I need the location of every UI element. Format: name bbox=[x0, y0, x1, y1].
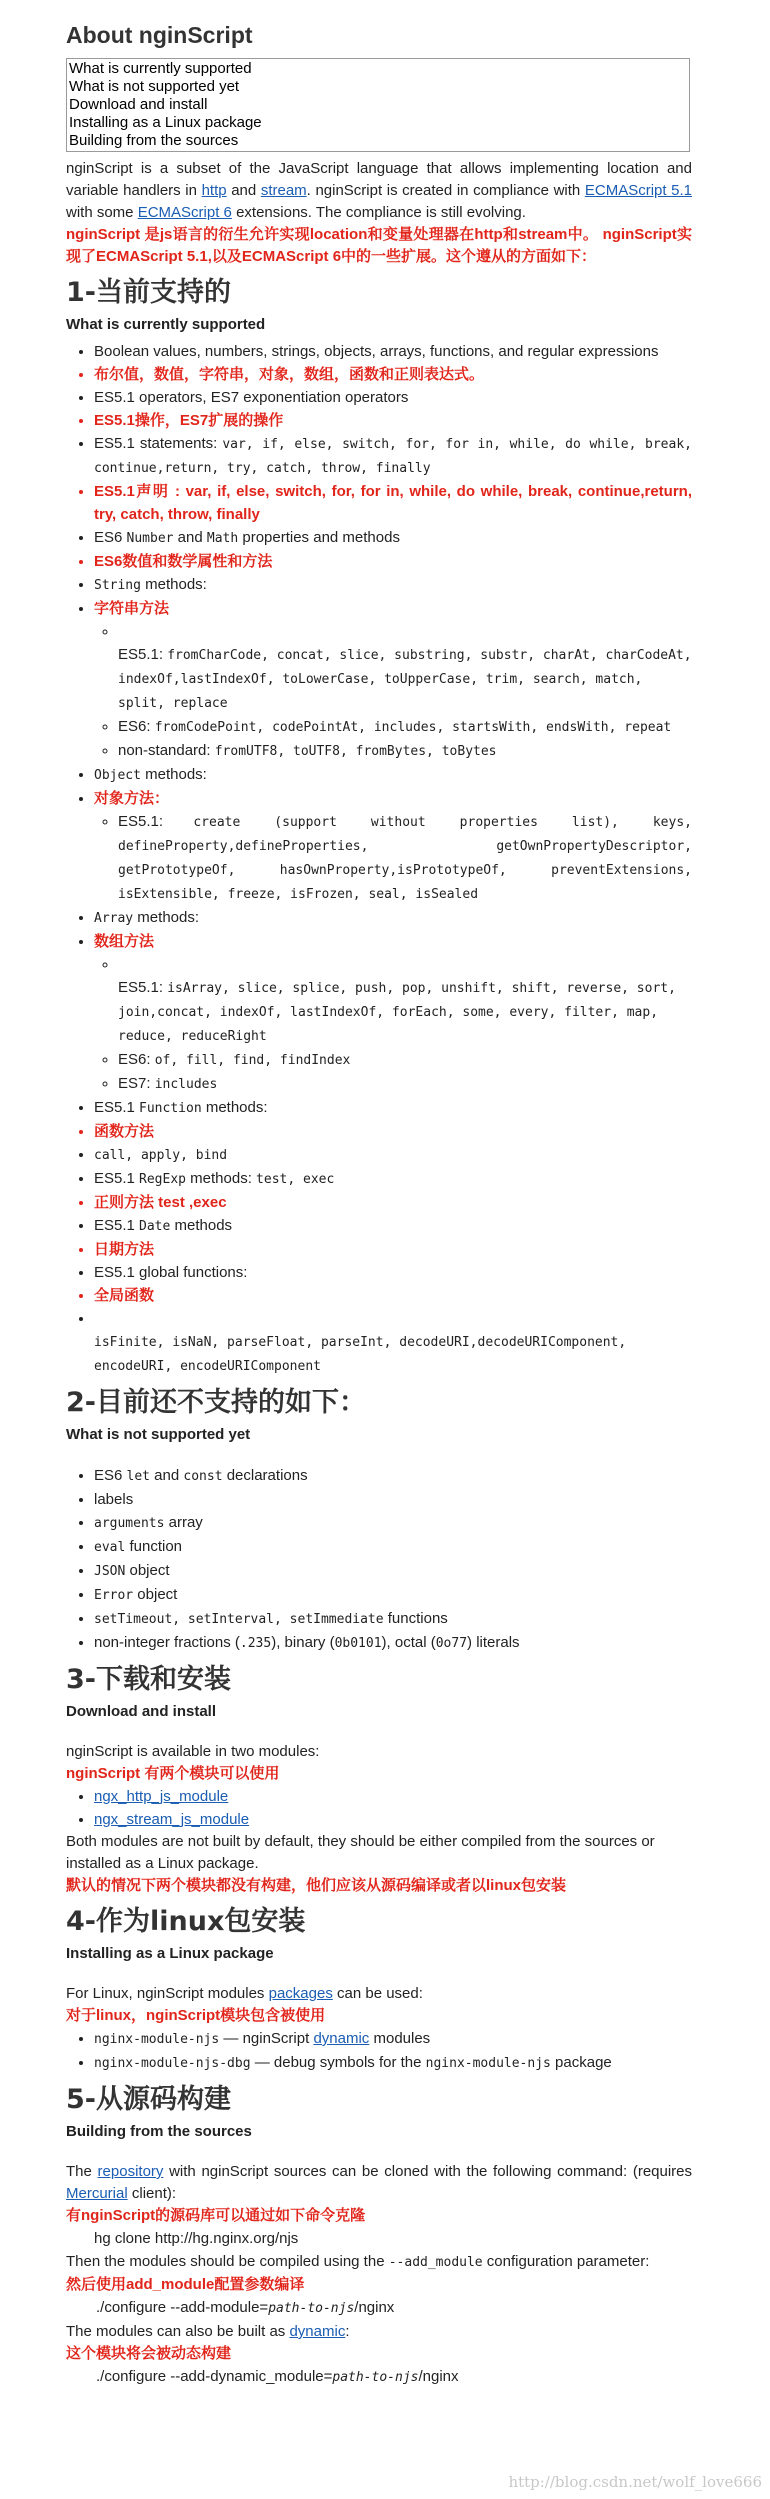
item-text: client): bbox=[127, 2185, 177, 2202]
list-item-translation bbox=[94, 597, 692, 763]
code-text: Object bbox=[94, 768, 141, 783]
list-item bbox=[118, 1048, 692, 1072]
supported-list bbox=[66, 340, 692, 1378]
code-text: nginx-module-njs bbox=[94, 2032, 220, 2047]
item-text: object bbox=[125, 1562, 170, 1579]
packages-link[interactable]: packages bbox=[268, 1985, 333, 2002]
translation-text: 数组方法 bbox=[94, 933, 155, 950]
build-default-paragraph: Both modules are not built by default, they should be either compiled from the sources or installed as a Linux package. bbox=[66, 1833, 655, 1872]
item-text: array bbox=[164, 1514, 203, 1531]
code-text: --add_module bbox=[388, 2255, 483, 2270]
intro-text: nginScript is a subset of the JavaScript language that allows implementing location and variable handlers in bbox=[66, 160, 692, 199]
article bbox=[66, 0, 692, 2390]
item-text: can be used: bbox=[332, 1985, 423, 2002]
code-text: of, fill, find, findIndex bbox=[154, 1053, 351, 1068]
item-text: ES6 bbox=[94, 529, 127, 546]
configure-command bbox=[66, 2296, 692, 2321]
item-text: ), binary ( bbox=[271, 1634, 335, 1651]
code-text: .235 bbox=[239, 1636, 272, 1651]
item-text: — debug symbols for the bbox=[250, 2054, 426, 2071]
item-text: ) literals bbox=[467, 1634, 520, 1651]
section-heading-building: 5-从源码构建 bbox=[66, 2084, 231, 2115]
http-link[interactable]: http bbox=[201, 182, 227, 199]
table-of-contents bbox=[66, 58, 690, 152]
item-text: — nginScript bbox=[219, 2030, 314, 2047]
section-heading-linux-package: 4-作为linux包安装 bbox=[66, 1906, 306, 1937]
item-text: Then the modules should be compiled using the bbox=[66, 2253, 389, 2270]
item-text: ES6: bbox=[118, 1051, 155, 1068]
item-text: with nginScript sources can be cloned with the following command: (requires bbox=[163, 2163, 693, 2180]
list-item-translation: • ES5.1操作，ES7扩展的操作 bbox=[94, 409, 692, 432]
list-item bbox=[94, 1808, 692, 1831]
ecmascript-6-link[interactable]: ECMAScript 6 bbox=[137, 204, 232, 221]
compile-paragraph bbox=[66, 2251, 692, 2274]
item-text: ES6: bbox=[118, 718, 155, 735]
item-text: The modules can also be built as bbox=[66, 2323, 290, 2340]
intro-text: and bbox=[226, 182, 261, 199]
list-item: • ES5.1 operators, ES7 exponentiation operators bbox=[94, 386, 692, 409]
item-text: For Linux, nginScript modules bbox=[66, 1985, 269, 2002]
item-text: ES5.1 bbox=[94, 1217, 140, 1234]
item-text: non-integer fractions ( bbox=[94, 1634, 240, 1651]
item-text: ES5.1 bbox=[94, 1099, 140, 1116]
list-item bbox=[94, 1096, 692, 1120]
list-item bbox=[94, 432, 692, 480]
item-text: ./configure --add-dynamic_module= bbox=[96, 2368, 333, 2385]
list-item bbox=[94, 1583, 692, 1607]
code-text: isFinite, isNaN, parseFloat, parseInt, decodeURI,decodeURIComponent, encodeURI, encodeURIComponent bbox=[94, 1335, 627, 1374]
clone-command: hg clone http://hg.nginx.org/njs bbox=[94, 2230, 299, 2247]
list-item bbox=[94, 1607, 692, 1631]
item-text: ES5.1: bbox=[118, 813, 194, 830]
dynamic-link[interactable]: dynamic bbox=[313, 2030, 370, 2047]
list-item-translation: • 正则方法 test ,exec bbox=[94, 1191, 692, 1214]
list-item-translation: • ES5.1声明 : var, if, else, switch, for, for in, while, do while, break, continue,return, try, catch, throw, finally bbox=[94, 480, 692, 526]
section-heading-supported: 1-当前支持的 bbox=[66, 277, 231, 308]
list-item bbox=[94, 763, 692, 787]
code-text: JSON bbox=[94, 1564, 126, 1579]
dynamic-translation: 这个模块将会被动态构建 bbox=[66, 2345, 232, 2362]
list-item bbox=[94, 1143, 692, 1167]
spacer bbox=[66, 1727, 692, 1741]
section-subheading-linux-package: Installing as a Linux package bbox=[66, 1945, 274, 1962]
page-title: About nginScript bbox=[66, 22, 253, 48]
string-methods-list bbox=[94, 620, 692, 763]
compile-translation: 然后使用add_module配置参数编译 bbox=[66, 2276, 305, 2293]
item-text: ), octal ( bbox=[381, 1634, 436, 1651]
code-text: isArray, slice, splice, push, pop, unshift, shift, reverse, sort, join,concat, indexOf, lastIndexOf, forEach, some, every, filter, map, reduce, reduceRight bbox=[118, 981, 676, 1044]
code-text: let bbox=[126, 1469, 151, 1484]
code-text: path-to-njs bbox=[332, 2370, 419, 2385]
mercurial-link[interactable]: Mercurial bbox=[66, 2185, 128, 2202]
code-text: path-to-njs bbox=[268, 2301, 355, 2316]
code-text: eval bbox=[94, 1540, 126, 1555]
item-text: ES5.1: bbox=[118, 646, 168, 663]
spacer bbox=[66, 1969, 692, 1983]
item-text: methods: bbox=[201, 1099, 268, 1116]
list-item-translation: • ES6数值和数学属性和方法 bbox=[94, 550, 692, 573]
list-item bbox=[118, 715, 692, 739]
repository-link[interactable]: repository bbox=[97, 2163, 164, 2180]
intro-text: . nginScript is created in compliance with bbox=[306, 182, 585, 199]
array-methods-list bbox=[94, 953, 692, 1096]
item-text: modules bbox=[369, 2030, 431, 2047]
item-text: function bbox=[125, 1538, 183, 1555]
code-text: fromCharCode, concat, slice, substring, substr, charAt, charCodeAt, indexOf,lastIndexOf, toLowerCase, toUpperCase, trim, search, match, split, replace bbox=[118, 648, 692, 711]
item-text: /nginx bbox=[418, 2368, 459, 2385]
code-text: 0b0101 bbox=[334, 1636, 382, 1651]
repository-translation: 有nginScript的源码库可以通过如下命令克隆 bbox=[66, 2207, 366, 2224]
item-text: properties and methods bbox=[238, 529, 400, 546]
list-item-translation bbox=[94, 930, 692, 1096]
list-item-translation: • 日期方法 bbox=[94, 1238, 692, 1261]
code-text: Date bbox=[139, 1219, 171, 1234]
section-subheading-building: Building from the sources bbox=[66, 2123, 252, 2140]
list-item bbox=[94, 906, 692, 930]
list-item bbox=[118, 739, 692, 763]
translation-text: 对象方法： bbox=[94, 790, 170, 807]
item-text: methods bbox=[170, 1217, 233, 1234]
http-js-module-link[interactable]: ngx_http_js_module bbox=[94, 1788, 229, 1805]
list-item bbox=[94, 1535, 692, 1559]
item-text: ES7: bbox=[118, 1075, 155, 1092]
toc-item-building[interactable]: Building from the sources bbox=[69, 132, 239, 149]
code-text: nginx-module-njs bbox=[425, 2056, 551, 2071]
modules-translation: nginScript 有两个模块可以使用 bbox=[66, 1765, 280, 1782]
list-item bbox=[94, 1559, 692, 1583]
list-item bbox=[94, 1167, 692, 1191]
list-item bbox=[94, 1464, 692, 1488]
list-item-translation: • 布尔值，数值，字符串，对象，数组，函数和正则表达式。 bbox=[94, 363, 692, 386]
list-item bbox=[94, 1511, 692, 1535]
list-item bbox=[118, 810, 692, 906]
item-text: and bbox=[173, 529, 207, 546]
item-text: ES6 bbox=[94, 1467, 127, 1484]
intro-text: with some bbox=[66, 204, 138, 221]
code-text: arguments bbox=[94, 1516, 165, 1531]
item-text: ES5.1 statements: bbox=[94, 435, 223, 452]
toc-item-download[interactable]: Download and install bbox=[69, 96, 208, 113]
item-text: ES5.1 bbox=[94, 1170, 140, 1187]
list-item bbox=[94, 2051, 692, 2075]
list-item bbox=[94, 2027, 692, 2051]
item-text: ES5.1: bbox=[118, 979, 168, 996]
code-text: RegExp bbox=[139, 1172, 186, 1187]
list-item: • labels bbox=[94, 1488, 692, 1511]
code-text: Error bbox=[94, 1588, 134, 1603]
item-text: package bbox=[550, 2054, 612, 2071]
code-text: Number bbox=[126, 531, 174, 546]
intro-translation: nginScript 是js语言的衍生允许实现location和变量处理器在http和stream中。 nginScript实现了ECMAScript 5.1,以及ECMAScript 6中的一些扩展。这个遵从的方面如下： bbox=[66, 226, 692, 265]
stream-js-module-link[interactable]: ngx_stream_js_module bbox=[94, 1811, 250, 1828]
section-heading-download: 3-下载和安装 bbox=[66, 1664, 231, 1695]
not-supported-list bbox=[66, 1464, 692, 1655]
section-subheading-supported: What is currently supported bbox=[66, 316, 266, 333]
ecmascript-51-link[interactable]: ECMAScript 5.1 bbox=[584, 182, 692, 199]
list-item bbox=[94, 526, 692, 550]
item-text: declarations bbox=[222, 1467, 308, 1484]
stream-link[interactable]: stream bbox=[260, 182, 307, 199]
list-item-translation bbox=[94, 787, 692, 906]
code-text: const bbox=[183, 1469, 223, 1484]
list-item bbox=[118, 953, 692, 1048]
item-text: /nginx bbox=[354, 2299, 395, 2316]
item-text: functions bbox=[383, 1610, 448, 1627]
list-item bbox=[94, 1631, 692, 1655]
list-item-translation: • 函数方法 bbox=[94, 1120, 692, 1143]
toc-item-not-supported[interactable]: What is not supported yet bbox=[69, 78, 240, 95]
item-text: : bbox=[345, 2323, 350, 2340]
list-item bbox=[94, 573, 692, 597]
section-subheading-not-supported: What is not supported yet bbox=[66, 1426, 251, 1443]
item-text: methods: bbox=[140, 576, 207, 593]
list-item: • Boolean values, numbers, strings, objects, arrays, functions, and regular expressions bbox=[94, 340, 692, 363]
code-text: test, exec bbox=[256, 1172, 335, 1187]
code-text: Math bbox=[206, 531, 239, 546]
item-text: The bbox=[66, 2163, 98, 2180]
spacer bbox=[66, 2147, 692, 2161]
code-text: create (support without properties list), keys, defineProperty,defineProperties, getOwnPropertyDescriptor, getPrototypeOf, hasOwnProperty,isPrototypeOf, preventExtensions, isExtensible, freeze, isFrozen, seal, isSealed bbox=[118, 815, 692, 902]
section-heading-not-supported: 2-目前还不支持的如下： bbox=[66, 1387, 366, 1418]
toc-item-supported[interactable]: What is currently supported bbox=[69, 60, 252, 77]
item-text: and bbox=[150, 1467, 184, 1484]
list-item bbox=[118, 1072, 692, 1096]
dynamic-paragraph bbox=[66, 2321, 692, 2343]
item-text: non-standard: bbox=[118, 742, 215, 759]
modules-list bbox=[66, 1785, 692, 1831]
code-text: String bbox=[94, 578, 141, 593]
item-text: object bbox=[133, 1586, 178, 1603]
linux-paragraph bbox=[66, 1983, 692, 2005]
configure-dynamic-command bbox=[66, 2365, 692, 2390]
watermark: http://blog.csdn.net/wolf_love666 bbox=[508, 2473, 762, 2491]
code-text: nginx-module-njs-dbg bbox=[94, 2056, 251, 2071]
toc-item-linux-package[interactable]: Installing as a Linux package bbox=[69, 114, 262, 131]
list-item bbox=[94, 1785, 692, 1808]
item-text: configuration parameter: bbox=[482, 2253, 650, 2270]
translation-text: 字符串方法 bbox=[94, 600, 170, 617]
code-text: Function bbox=[139, 1101, 202, 1116]
code-text: fromCodePoint, codePointAt, includes, startsWith, endsWith, repeat bbox=[154, 720, 672, 735]
spacer bbox=[66, 1450, 692, 1464]
list-item: • ES5.1 global functions: bbox=[94, 1261, 692, 1284]
list-item bbox=[118, 620, 692, 715]
linux-translation: 对于linux，nginScript模块包含被使用 bbox=[66, 2007, 326, 2024]
code-text: setTimeout, setInterval, setImmediate bbox=[94, 1612, 384, 1627]
item-text: ./configure --add-module= bbox=[96, 2299, 269, 2316]
section-subheading-download: Download and install bbox=[66, 1703, 217, 1720]
item-text: methods: bbox=[186, 1170, 257, 1187]
list-item bbox=[94, 1214, 692, 1238]
code-text: 0o77 bbox=[435, 1636, 468, 1651]
code-text: includes bbox=[154, 1077, 218, 1092]
code-text: fromUTF8, toUTF8, fromBytes, toBytes bbox=[214, 744, 497, 759]
build-default-translation: 默认的情况下两个模块都没有构建，他们应该从源码编译或者以linux包安装 bbox=[66, 1877, 567, 1894]
intro-text: extensions. The compliance is still evolving. bbox=[231, 204, 526, 221]
object-methods-list bbox=[94, 810, 692, 906]
code-text: Array bbox=[94, 911, 134, 926]
intro-paragraph bbox=[66, 158, 692, 224]
dynamic-build-link[interactable]: dynamic bbox=[289, 2323, 346, 2340]
modules-paragraph: nginScript is available in two modules: bbox=[66, 1743, 320, 1760]
code-text: var, if, else, switch, for, for in, while, do while, break, continue,return, try, catch, throw, finally bbox=[94, 437, 692, 476]
packages-list bbox=[66, 2027, 692, 2075]
code-text: call, apply, bind bbox=[94, 1148, 228, 1163]
list-item-translation: • 全局函数 bbox=[94, 1284, 692, 1307]
list-item bbox=[94, 1307, 692, 1378]
item-text: methods: bbox=[140, 766, 207, 783]
item-text: methods: bbox=[133, 909, 200, 926]
repository-paragraph bbox=[66, 2161, 692, 2205]
